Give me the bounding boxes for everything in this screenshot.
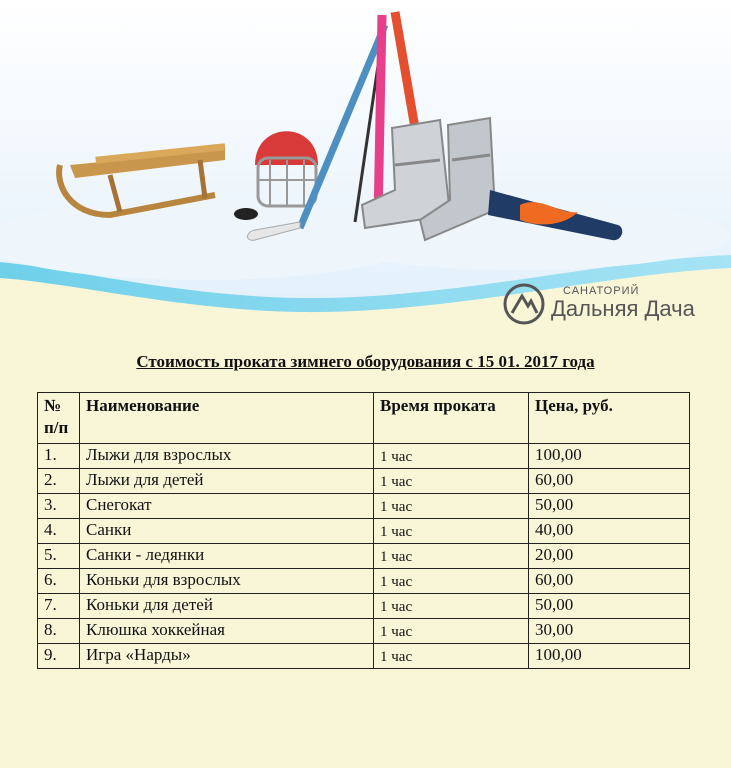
cell-name: Лыжи для взрослых (80, 444, 374, 469)
sanatorium-logo (503, 283, 718, 327)
cell-price: 30,00 (529, 619, 690, 644)
table-row (38, 469, 690, 494)
table-row (38, 494, 690, 519)
cell-number: 6. (38, 569, 80, 594)
cell-price: 60,00 (529, 469, 690, 494)
cell-price: 100,00 (529, 444, 690, 469)
cell-name: Снегокат (80, 494, 374, 519)
table-row (38, 619, 690, 644)
cell-time: 1 час (374, 444, 529, 469)
cell-number: 8. (38, 619, 80, 644)
puck-icon (234, 208, 258, 220)
cell-time: 1 час (374, 644, 529, 669)
cell-name: Коньки для детей (80, 594, 374, 619)
page-title: Стоимость проката зимнего оборудования с 15 01. 2017 года (136, 352, 595, 371)
cell-price: 100,00 (529, 644, 690, 669)
table-row (38, 594, 690, 619)
cell-number: 2. (38, 469, 80, 494)
table-row (38, 569, 690, 594)
mountain-logo-icon (503, 283, 545, 325)
cell-price: 50,00 (529, 494, 690, 519)
cell-time: 1 час (374, 494, 529, 519)
price-table (37, 392, 690, 669)
cell-price: 20,00 (529, 544, 690, 569)
cell-name: Клюшка хоккейная (80, 619, 374, 644)
cell-name: Коньки для взрослых (80, 569, 374, 594)
table-row (38, 544, 690, 569)
table-row (38, 444, 690, 469)
header-time: Время проката (374, 393, 529, 444)
winter-equipment-banner (0, 0, 731, 330)
cell-number: 9. (38, 644, 80, 669)
cell-price: 40,00 (529, 519, 690, 544)
cell-time: 1 час (374, 469, 529, 494)
cell-name: Игра «Нарды» (80, 644, 374, 669)
table-row (38, 644, 690, 669)
cell-number: 5. (38, 544, 80, 569)
cell-number: 3. (38, 494, 80, 519)
cell-time: 1 час (374, 619, 529, 644)
cell-time: 1 час (374, 594, 529, 619)
cell-name: Санки - ледянки (80, 544, 374, 569)
cell-number: 7. (38, 594, 80, 619)
header-price: Цена, руб. (529, 393, 690, 444)
cell-number: 4. (38, 519, 80, 544)
cell-name: Санки (80, 519, 374, 544)
cell-time: 1 час (374, 519, 529, 544)
header-number: № п/п (38, 393, 80, 444)
cell-time: 1 час (374, 544, 529, 569)
logo-subtitle: САНАТОРИЙ (563, 285, 640, 297)
cell-price: 50,00 (529, 594, 690, 619)
cell-number: 1. (38, 444, 80, 469)
logo-name: Дальняя Дача (551, 296, 695, 321)
header-name: Наименование (80, 393, 374, 444)
cell-name: Лыжи для детей (80, 469, 374, 494)
table-row (38, 519, 690, 544)
cell-time: 1 час (374, 569, 529, 594)
table-header-row (38, 393, 690, 444)
cell-price: 60,00 (529, 569, 690, 594)
